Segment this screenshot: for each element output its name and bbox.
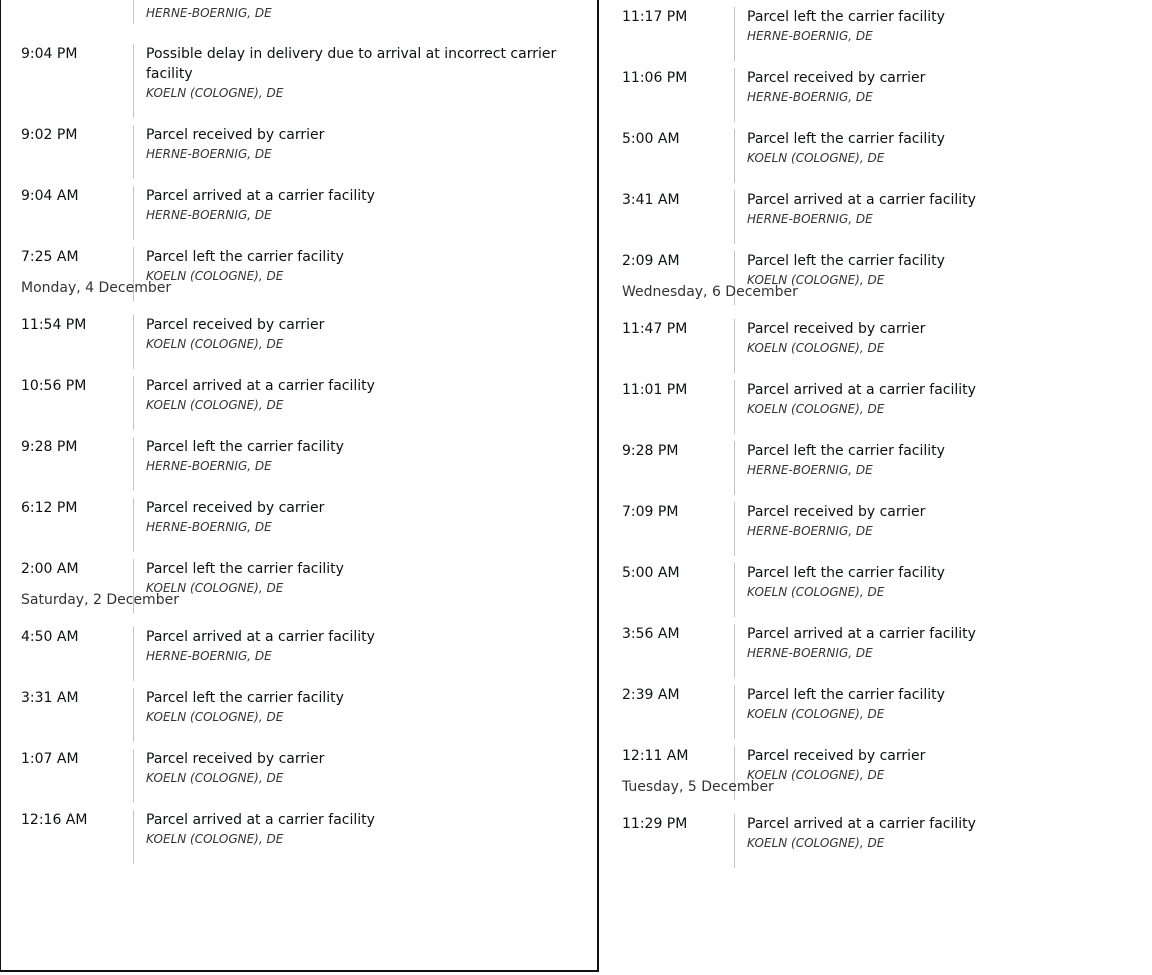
timeline-divider <box>133 498 134 552</box>
event-location: KOELN (COLOGNE), DE <box>146 771 284 785</box>
event-status: Parcel arrived at a carrier facility <box>747 192 976 208</box>
event-location: HERNE-BOERNIG, DE <box>146 6 272 20</box>
event-status: Parcel received by carrier <box>146 751 325 767</box>
event-location: HERNE-BOERNIG, DE <box>146 147 272 161</box>
event-time: 11:17 PM <box>622 9 688 25</box>
timeline-divider <box>734 441 735 495</box>
event-status: Parcel left the carrier facility <box>747 9 945 25</box>
event-location: HERNE-BOERNIG, DE <box>747 212 873 226</box>
event-location: HERNE-BOERNIG, DE <box>146 459 272 473</box>
event-status: Parcel left the carrier facility <box>146 439 344 455</box>
event-time: 6:12 PM <box>21 500 78 516</box>
event-location: KOELN (COLOGNE), DE <box>747 151 885 165</box>
timeline-divider <box>734 129 735 183</box>
timeline-divider <box>133 376 134 430</box>
event-location: KOELN (COLOGNE), DE <box>146 337 284 351</box>
event-location: KOELN (COLOGNE), DE <box>146 86 284 100</box>
event-time: 9:28 PM <box>21 439 78 455</box>
event-status: Parcel received by carrier <box>146 500 325 516</box>
timeline-divider <box>734 68 735 122</box>
event-time: 11:47 PM <box>622 321 688 337</box>
event-status: Parcel arrived at a carrier facility <box>146 378 375 394</box>
event-status: Parcel left the carrier facility <box>747 253 945 269</box>
event-location: KOELN (COLOGNE), DE <box>747 402 885 416</box>
event-location: KOELN (COLOGNE), DE <box>747 585 885 599</box>
event-status: Parcel received by carrier <box>747 321 926 337</box>
event-location: KOELN (COLOGNE), DE <box>146 710 284 724</box>
timeline-divider <box>734 380 735 434</box>
event-status: Parcel arrived at a carrier facility <box>146 188 375 204</box>
event-time: 11:29 PM <box>622 816 688 832</box>
event-location: HERNE-BOERNIG, DE <box>146 208 272 222</box>
timeline-divider <box>734 814 735 868</box>
event-status: Parcel arrived at a carrier facility <box>747 382 976 398</box>
day-header: Monday, 4 December <box>21 280 172 296</box>
event-time: 11:06 PM <box>622 70 688 86</box>
event-location: KOELN (COLOGNE), DE <box>146 581 284 595</box>
event-status: Parcel received by carrier <box>747 748 926 764</box>
event-location: KOELN (COLOGNE), DE <box>747 836 885 850</box>
event-status: Parcel received by carrier <box>747 70 926 86</box>
event-status: Parcel left the carrier facility <box>747 565 945 581</box>
event-time: 2:00 AM <box>21 561 79 577</box>
event-time: 4:50 AM <box>21 629 79 645</box>
event-time: 9:28 PM <box>622 443 679 459</box>
timeline-divider <box>734 190 735 244</box>
day-header: Saturday, 2 December <box>21 592 179 608</box>
event-status: Parcel left the carrier facility <box>146 561 344 577</box>
timeline-divider <box>133 0 134 24</box>
event-time: 2:39 AM <box>622 687 680 703</box>
event-time: 12:16 AM <box>21 812 88 828</box>
event-location: KOELN (COLOGNE), DE <box>747 768 885 782</box>
event-location: KOELN (COLOGNE), DE <box>146 832 284 846</box>
event-time: 5:00 AM <box>622 565 680 581</box>
event-location: HERNE-BOERNIG, DE <box>747 463 873 477</box>
timeline-divider <box>734 502 735 556</box>
timeline-divider <box>133 44 134 118</box>
event-status: Parcel arrived at a carrier facility <box>747 816 976 832</box>
event-location: KOELN (COLOGNE), DE <box>747 273 885 287</box>
event-time: 9:04 PM <box>21 46 78 62</box>
timeline-divider <box>734 319 735 373</box>
timeline-divider <box>133 437 134 491</box>
event-status: Parcel left the carrier facility <box>146 249 344 265</box>
event-location: KOELN (COLOGNE), DE <box>146 398 284 412</box>
timeline-divider <box>133 810 134 864</box>
event-status: Parcel received by carrier <box>747 504 926 520</box>
event-status: Possible delay in delivery due to arrival at incorrect carrier facility <box>146 46 557 82</box>
timeline-divider <box>133 627 134 681</box>
event-time: 7:09 PM <box>622 504 679 520</box>
event-time: 5:00 AM <box>622 131 680 147</box>
event-location: HERNE-BOERNIG, DE <box>747 90 873 104</box>
event-time: 2:09 AM <box>622 253 680 269</box>
event-status: Parcel left the carrier facility <box>747 687 945 703</box>
event-time: 3:31 AM <box>21 690 79 706</box>
event-status: Parcel arrived at a carrier facility <box>146 812 375 828</box>
event-time: 10:56 PM <box>21 378 87 394</box>
event-location: HERNE-BOERNIG, DE <box>747 29 873 43</box>
timeline-divider <box>734 563 735 617</box>
timeline-divider <box>734 7 735 61</box>
timeline-divider <box>133 186 134 240</box>
tracking-history-panel-right <box>601 0 1152 975</box>
event-time: 3:56 AM <box>622 626 680 642</box>
event-status: Parcel received by carrier <box>146 317 325 333</box>
event-location: KOELN (COLOGNE), DE <box>747 341 885 355</box>
event-location: HERNE-BOERNIG, DE <box>747 524 873 538</box>
event-status: Parcel left the carrier facility <box>747 131 945 147</box>
timeline-divider <box>734 685 735 739</box>
timeline-divider <box>133 749 134 803</box>
day-header: Tuesday, 5 December <box>622 779 774 795</box>
event-location: HERNE-BOERNIG, DE <box>146 649 272 663</box>
event-time: 12:11 AM <box>622 748 689 764</box>
timeline-divider <box>133 125 134 179</box>
timeline-divider <box>133 688 134 742</box>
event-location: HERNE-BOERNIG, DE <box>146 520 272 534</box>
event-status: Parcel arrived at a carrier facility <box>146 629 375 645</box>
day-header: Wednesday, 6 December <box>622 284 798 300</box>
event-time: 1:07 AM <box>21 751 79 767</box>
event-time: 11:54 PM <box>21 317 87 333</box>
event-status: Parcel arrived at a carrier facility <box>747 626 976 642</box>
event-location: KOELN (COLOGNE), DE <box>146 269 284 283</box>
event-time: 3:41 AM <box>622 192 680 208</box>
timeline-divider <box>734 624 735 678</box>
event-location: KOELN (COLOGNE), DE <box>747 707 885 721</box>
event-location: HERNE-BOERNIG, DE <box>747 646 873 660</box>
event-time: 9:02 PM <box>21 127 78 143</box>
event-time: 11:01 PM <box>622 382 688 398</box>
timeline-divider <box>133 315 134 369</box>
event-time: 9:04 AM <box>21 188 79 204</box>
event-status: Parcel left the carrier facility <box>146 690 344 706</box>
event-status: Parcel left the carrier facility <box>747 443 945 459</box>
event-status: Parcel received by carrier <box>146 127 325 143</box>
event-time: 7:25 AM <box>21 249 79 265</box>
